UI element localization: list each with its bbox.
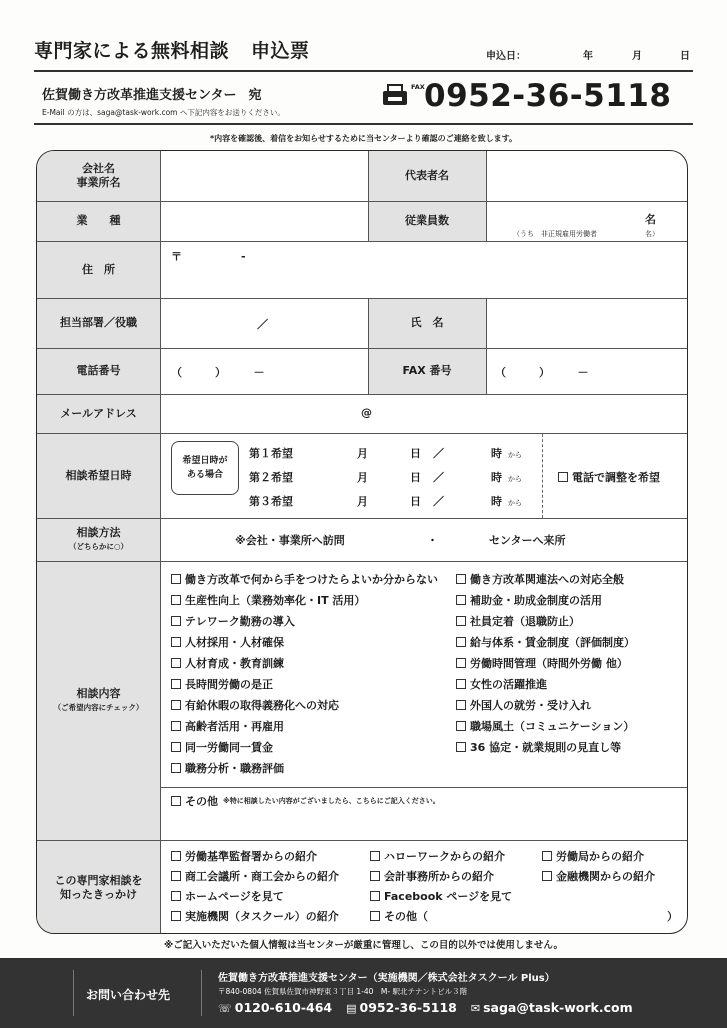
content-left-item[interactable]: 人材採用・人材確保 (171, 634, 284, 650)
choice-2-slash: ／ (433, 471, 444, 484)
content-right-item[interactable]: 社員定着（退職防止） (456, 613, 580, 629)
checkbox[interactable] (456, 595, 466, 605)
method-center[interactable]: センターへ来所 (489, 534, 566, 547)
other-label: その他 (185, 795, 218, 808)
org-name (42, 84, 262, 103)
choice-2-label: 第２希望 (249, 471, 293, 484)
checkbox[interactable] (456, 742, 466, 752)
choice-1-label: 第１希望 (249, 447, 293, 460)
content-right-item[interactable]: 女性の活躍推進 (456, 676, 547, 692)
preferred-date-label: 相談希望日時 (65, 468, 132, 482)
checkbox[interactable] (171, 871, 181, 881)
phone-adjust-option[interactable] (558, 469, 660, 485)
footer-address: 〒840-0804 佐賀県佐賀市神野東３丁目 1-40 M- 駅北テナントビル３階 (218, 987, 468, 996)
source-item[interactable]: 労働局からの紹介 (542, 848, 644, 864)
footer-mail[interactable]: ✉ saga@task-work.com (470, 1000, 633, 1015)
checkbox[interactable] (171, 721, 181, 731)
checkbox[interactable] (171, 679, 181, 689)
company-label: 会社名 事業所名 (76, 162, 121, 189)
department-slash: ／ (257, 318, 268, 331)
email-label: メールアドレス (60, 406, 137, 420)
title-main: 専門家による無料相談 (34, 40, 230, 62)
preferred-date-box: 希望日時が ある場合 (171, 441, 239, 495)
date-day: 日 (680, 51, 690, 62)
checkbox[interactable] (542, 871, 552, 881)
checkbox[interactable] (171, 891, 181, 901)
representative-label: 代表者名 (405, 169, 449, 182)
content-left-item[interactable]: 長時間労働の是正 (171, 676, 273, 692)
content-right-item[interactable]: 外国人の就労・受け入れ (456, 697, 591, 713)
source-other-close: ） (667, 910, 678, 923)
department-label: 担当部署／役職 (60, 316, 137, 329)
content-right-item[interactable]: 労働時間管理（時間外労働 他） (456, 655, 628, 671)
source-item[interactable]: 会計事務所からの紹介 (370, 868, 494, 884)
checkbox[interactable] (456, 679, 466, 689)
choice-2-time: 時 (491, 471, 502, 484)
employees-note-close: 名） (645, 230, 659, 238)
content-left-item[interactable]: 生産性向上（業務効率化・IT 活用） (171, 592, 365, 608)
checkbox[interactable] (171, 658, 181, 668)
checkbox[interactable] (370, 911, 380, 921)
checkbox[interactable] (171, 742, 181, 752)
method-separator: ・ (427, 534, 438, 547)
employees-label: 従業員数 (405, 214, 449, 227)
employees-unit: 名 (645, 213, 656, 226)
choice-3-month: 月 (357, 495, 368, 508)
checkbox[interactable] (171, 637, 181, 647)
footer (0, 958, 727, 1028)
source-item[interactable]: ホームページを見て (171, 888, 284, 904)
phone-adjust-checkbox[interactable] (558, 472, 568, 482)
application-date-label: 申込日： (486, 51, 526, 62)
checkbox[interactable] (171, 911, 181, 921)
content-right-item[interactable]: 職場風土（コミュニケーション） (456, 718, 634, 734)
checkbox[interactable] (171, 700, 181, 710)
industry-label: 業 種 (76, 214, 121, 227)
header-divider (34, 70, 693, 72)
choice-3-day: 日 (410, 495, 421, 508)
other-checkbox[interactable] (171, 796, 181, 806)
checkbox[interactable] (456, 637, 466, 647)
choice-1-day: 日 (410, 447, 421, 460)
source-item[interactable]: ハローワークからの紹介 (370, 848, 505, 864)
checkbox[interactable] (456, 700, 466, 710)
source-item[interactable]: 商工会議所・商工会からの紹介 (171, 868, 339, 884)
fax-number: 0952-36-5118 (424, 78, 672, 114)
other-note: ※特に相談したい内容がございましたら、こちらにご記入ください。 (223, 797, 440, 805)
phone-icon: ☏ (218, 1002, 232, 1015)
choice-3-time: 時 (491, 495, 502, 508)
source-item[interactable]: 金融機関からの紹介 (542, 868, 655, 884)
method-visit[interactable]: ※会社・事業所へ訪問 (235, 534, 345, 547)
content-left-item[interactable]: 働き方改革で何から手をつけたらよいか分からない (171, 571, 438, 587)
postal-mark: 〒 (171, 250, 182, 263)
choice-3-from: から (508, 499, 522, 507)
employees-note-open: （うち 非正規雇用労働者 (513, 230, 597, 238)
content-right-item[interactable]: 補助金・助成金制度の活用 (456, 592, 602, 608)
phone-label: 電話番号 (76, 364, 121, 377)
source-item[interactable]: Facebook ページを見て (370, 888, 512, 904)
source-label: この専門家相談を 知ったきっかけ (54, 873, 143, 901)
form-title (34, 36, 310, 63)
choice-2-day: 日 (410, 471, 421, 484)
email-at: @ (361, 406, 372, 419)
contact-name-label: 氏 名 (410, 316, 444, 329)
checkbox[interactable] (542, 851, 552, 861)
content-right-item[interactable]: 働き方改革関連法への対応全般 (456, 571, 624, 587)
content-label: 相談内容 （ご希望内容にチェック） (53, 686, 144, 712)
content-left-item[interactable]: 人材育成・教育訓練 (171, 655, 284, 671)
content-left-item[interactable]: 有給休暇の取得義務化への対応 (171, 697, 339, 713)
postal-dash: - (241, 250, 246, 263)
content-left-item[interactable]: 職務分析・職務評価 (171, 760, 284, 776)
choice-1-month: 月 (357, 447, 368, 460)
checkbox[interactable] (171, 851, 181, 861)
content-left-item[interactable]: 同一労働同一賃金 (171, 739, 273, 755)
footer-contacts (218, 1000, 633, 1015)
date-dashed-divider (542, 434, 543, 518)
source-item[interactable]: 労働基準監督署からの紹介 (171, 848, 317, 864)
checkbox[interactable] (456, 721, 466, 731)
confirmation-notice: *内容を確認後、着信をお知らせするために当センターより確認のご連絡を致します。 (210, 134, 517, 143)
choice-1-from: から (508, 451, 522, 459)
org-name-text: 佐賀働き方改革推進支援センター (42, 88, 237, 103)
content-other[interactable] (171, 793, 440, 809)
phone-format: （ ） － (171, 366, 265, 379)
title-suffix: 申込票 (251, 40, 310, 62)
application-form (36, 150, 688, 934)
mail-icon: ✉ (470, 1002, 481, 1015)
fax-format: （ ） － (495, 366, 589, 379)
date-year: 年 (583, 51, 593, 62)
phone-adjust-text: 電話で調整を希望 (572, 471, 660, 484)
source-item[interactable]: 実施機関（タスクール）の紹介 (171, 908, 339, 924)
checkbox[interactable] (171, 763, 181, 773)
fax-icon: ▤ (346, 1002, 357, 1015)
fax-number-label: FAX 番号 (402, 364, 452, 377)
checkbox[interactable] (171, 616, 181, 626)
org-divider (34, 123, 693, 125)
footer-fax[interactable]: ▤ 0952-36-5118 (346, 1000, 457, 1015)
choice-1-time: 時 (491, 447, 502, 460)
choice-3-label: 第３希望 (249, 495, 293, 508)
content-right-item[interactable]: 36 協定・就業規則の見直し等 (456, 739, 621, 755)
choice-2-month: 月 (357, 471, 368, 484)
content-left-item[interactable]: 高齢者活用・再雇用 (171, 718, 284, 734)
checkbox[interactable] (370, 871, 380, 881)
addressee: 宛 (248, 88, 262, 103)
address-label: 住 所 (82, 262, 115, 276)
checkbox[interactable] (456, 574, 466, 584)
checkbox[interactable] (456, 658, 466, 668)
date-month: 月 (632, 51, 642, 62)
choice-1-slash: ／ (433, 447, 444, 460)
contact-label: お問い合わせ先 (86, 988, 171, 1002)
checkbox[interactable] (370, 851, 380, 861)
footer-org: 佐賀働き方改革推進支援センター（実施機関／株式会社タスクール Plus） (218, 973, 555, 984)
checkbox[interactable] (171, 595, 181, 605)
email-note: E-Mail の方は、saga@task-work.com へ下記内容をお送りください。 (42, 108, 285, 117)
fax-icon (382, 84, 408, 106)
checkbox[interactable] (370, 891, 380, 901)
content-right-item[interactable]: 給与体系・賃金制度（評価制度） (456, 634, 635, 650)
source-item-other[interactable]: その他（ (370, 908, 428, 924)
choice-3-slash: ／ (433, 495, 444, 508)
choice-2-from: から (508, 475, 522, 483)
footer-tel[interactable]: ☏ 0120-610-464 (218, 1000, 333, 1015)
checkbox[interactable] (171, 574, 181, 584)
privacy-note: ※ご記入いただいた個人情報は当センターが厳重に管理し、この目的以外では使用しません。 (164, 940, 563, 951)
method-label: 相談方法 （どちらかに○） (68, 525, 129, 551)
content-left-item[interactable]: テレワーク勤務の導入 (171, 613, 295, 629)
fax-vertical-label: FAX (411, 83, 425, 91)
checkbox[interactable] (456, 616, 466, 626)
